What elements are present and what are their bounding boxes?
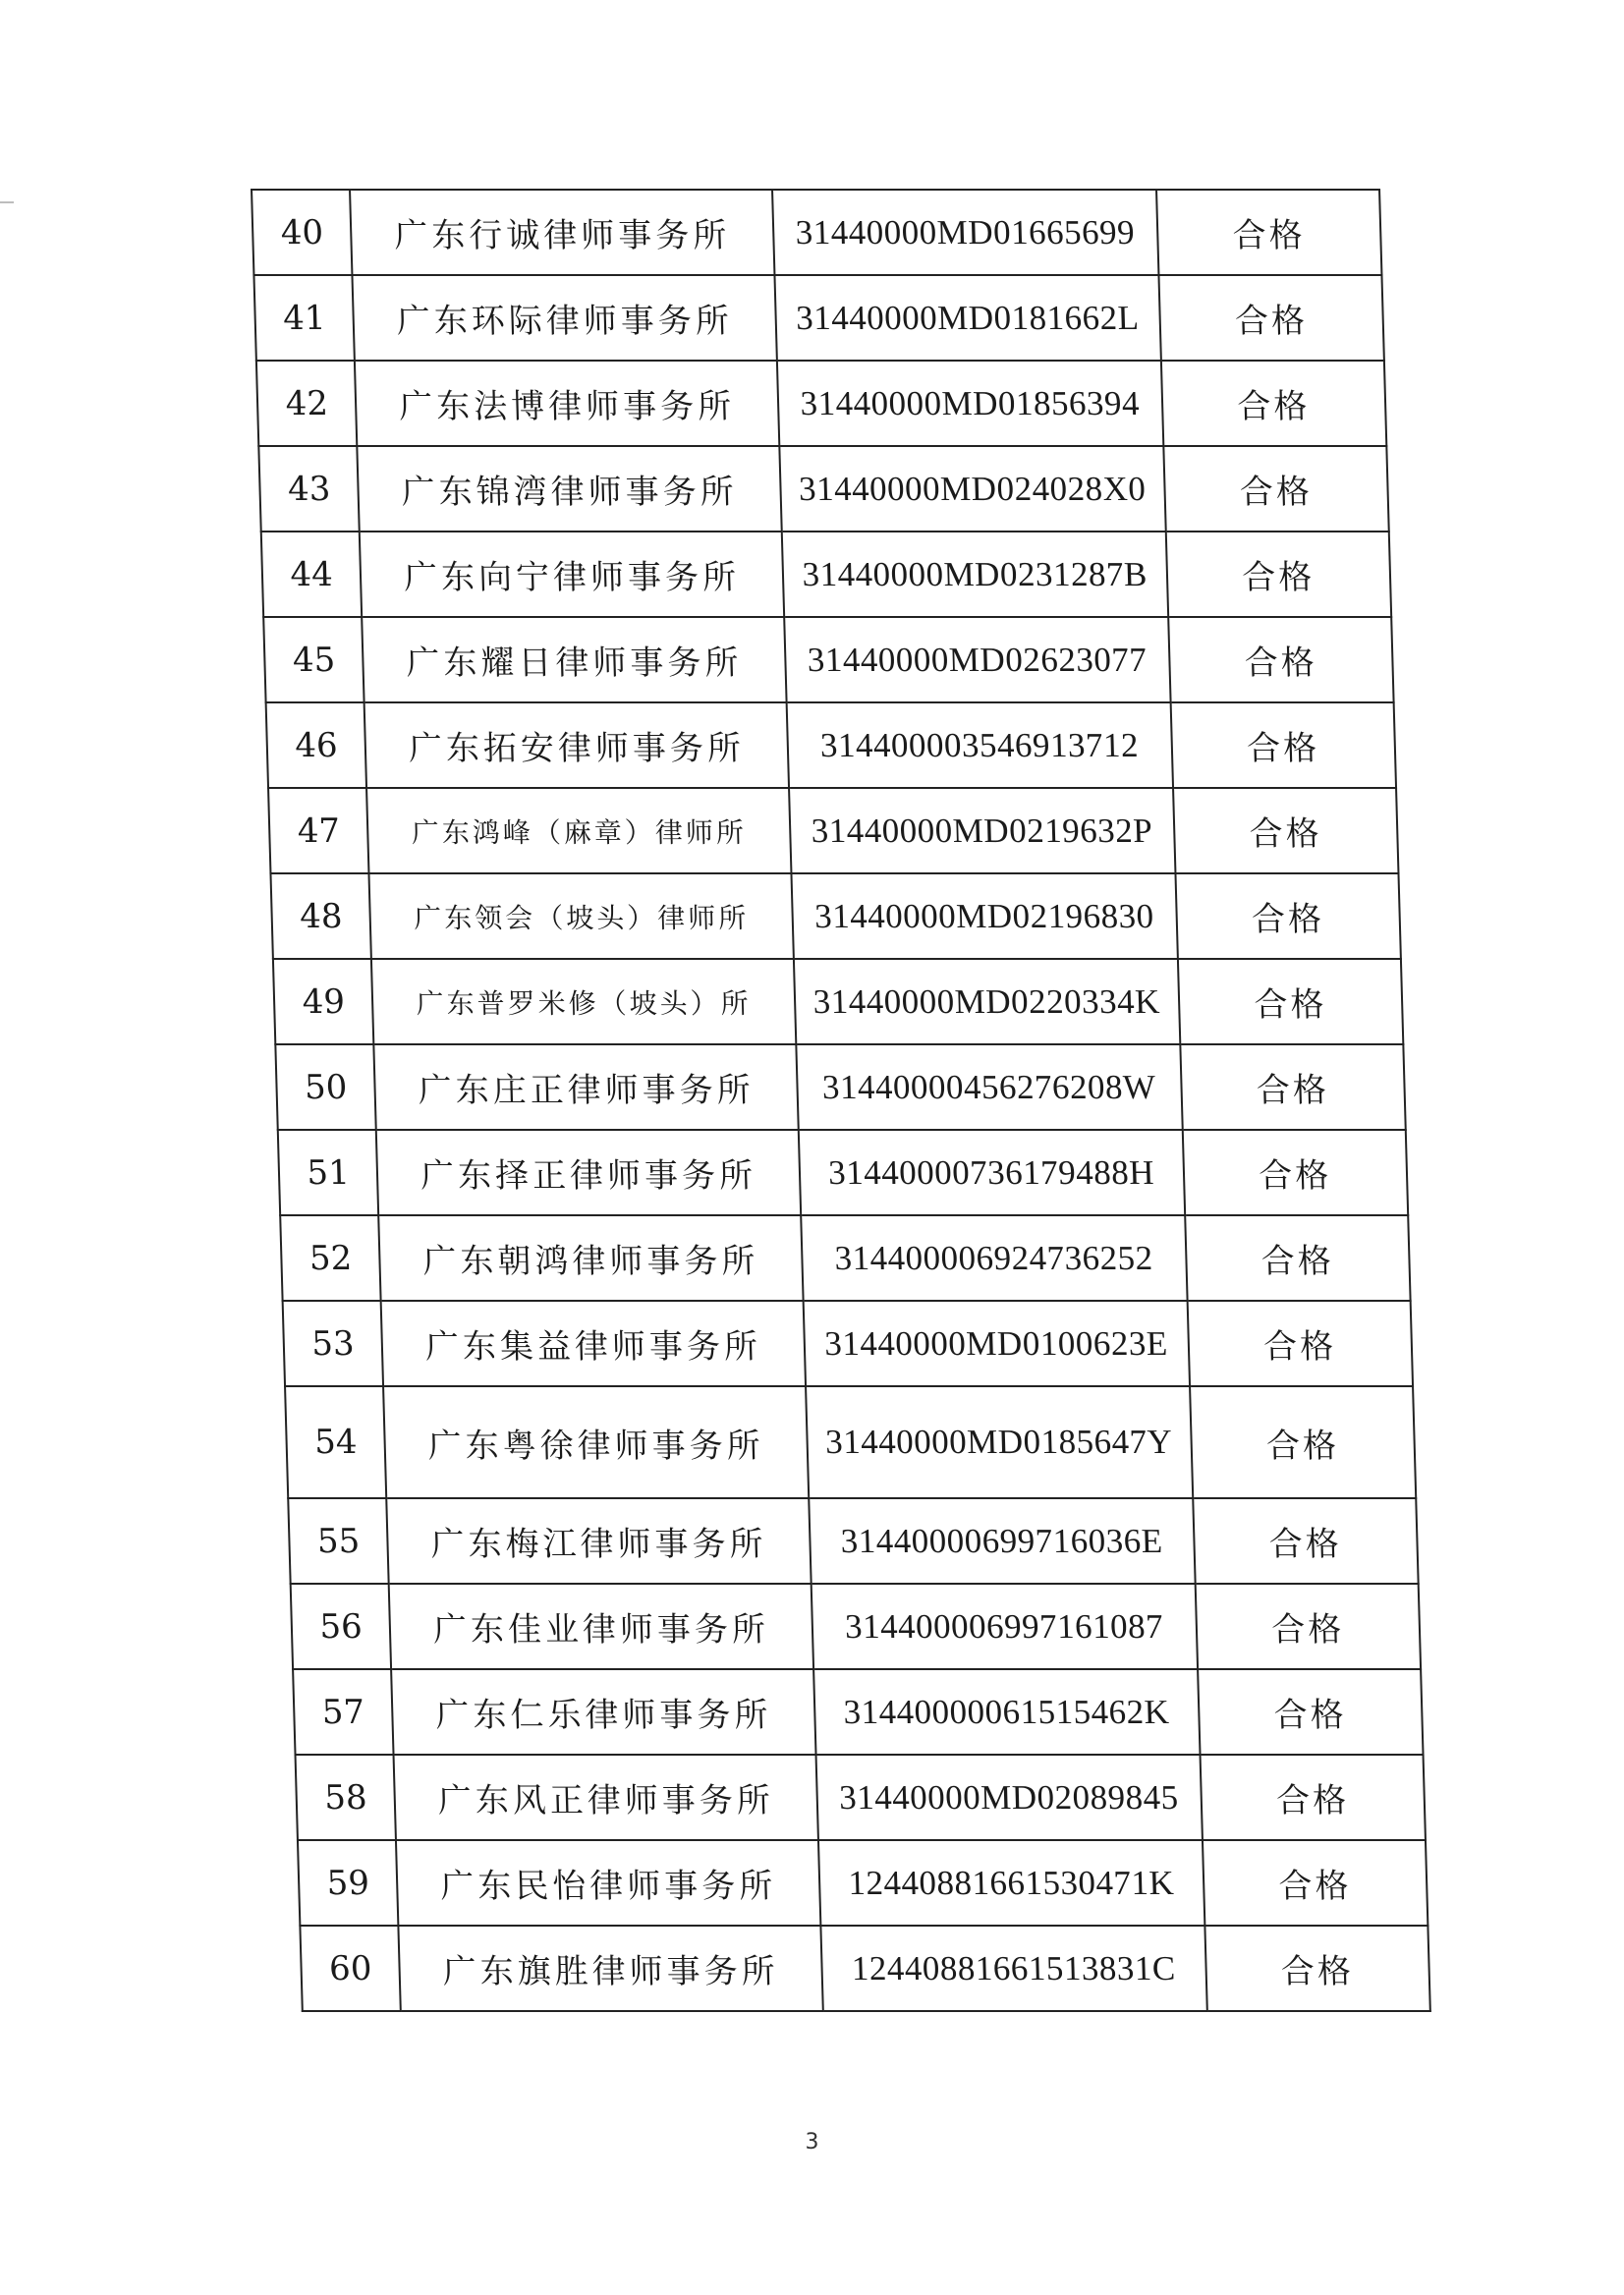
table-row	[278, 1130, 1408, 1215]
firm-name-cell: 广东庄正律师事务所	[374, 1044, 799, 1130]
row-number-cell: 51	[278, 1130, 379, 1215]
credit-code-cell: 314400006997161087	[811, 1584, 1197, 1669]
law-firm-roster-table	[251, 189, 1431, 2012]
firm-name-cell: 广东耀日律师事务所	[362, 617, 786, 702]
assessment-result-cell: 合格	[1193, 1498, 1419, 1584]
table-row	[270, 873, 1400, 959]
credit-code-cell: 31440000699716036E	[809, 1498, 1195, 1584]
credit-code-cell: 31440000MD0219632P	[789, 788, 1175, 873]
assessment-result-cell: 合格	[1200, 1755, 1426, 1840]
table-row	[296, 1755, 1426, 1840]
row-number-cell: 50	[275, 1044, 376, 1130]
page-number: 3	[805, 2130, 819, 2155]
credit-code-cell: 31440000MD0181662L	[774, 275, 1160, 361]
credit-code-cell: 31440000MD01665699	[772, 190, 1158, 275]
assessment-result-cell: 合格	[1182, 1130, 1408, 1215]
row-number-cell: 53	[283, 1301, 384, 1386]
table-row	[280, 1215, 1410, 1301]
table-row	[253, 275, 1383, 361]
row-number-cell: 57	[293, 1669, 394, 1755]
table-row	[283, 1301, 1413, 1386]
assessment-result-cell: 合格	[1195, 1584, 1421, 1669]
roster-table-body	[252, 190, 1430, 2011]
firm-name-cell: 广东普罗米修（坡头）所	[371, 959, 796, 1044]
credit-code-cell: 31440000MD02623077	[784, 617, 1170, 702]
firm-name-cell: 广东择正律师事务所	[376, 1130, 801, 1215]
table-row	[258, 446, 1388, 532]
assessment-result-cell: 合格	[1160, 361, 1386, 446]
firm-name-cell: 广东旗胜律师事务所	[399, 1926, 823, 2011]
row-number-cell: 40	[252, 190, 353, 275]
firm-name-cell: 广东向宁律师事务所	[360, 532, 784, 617]
assessment-result-cell: 合格	[1187, 1301, 1413, 1386]
credit-code-cell: 31440000736179488H	[798, 1130, 1184, 1215]
firm-name-cell: 广东领会（坡头）律师所	[369, 873, 794, 959]
table-row	[261, 532, 1391, 617]
firm-name-cell: 广东锦湾律师事务所	[358, 446, 782, 532]
table-row	[291, 1584, 1421, 1669]
table-row	[300, 1926, 1429, 2011]
firm-name-cell: 广东集益律师事务所	[381, 1301, 806, 1386]
assessment-result-cell: 合格	[1156, 190, 1382, 275]
credit-code-cell: 31440000MD024028X0	[779, 446, 1165, 532]
assessment-result-cell: 合格	[1180, 1044, 1406, 1130]
scan-edge-mark	[0, 201, 14, 203]
firm-name-cell: 广东风正律师事务所	[394, 1755, 818, 1840]
firm-name-cell: 广东拓安律师事务所	[364, 702, 789, 788]
credit-code-cell: 31440000MD0100623E	[803, 1301, 1189, 1386]
table-row	[285, 1386, 1416, 1498]
assessment-result-cell: 合格	[1158, 275, 1384, 361]
row-number-cell: 56	[291, 1584, 392, 1669]
assessment-result-cell: 合格	[1175, 873, 1401, 959]
assessment-result-cell: 合格	[1185, 1215, 1411, 1301]
credit-code-cell: 12440881661530471K	[818, 1840, 1204, 1926]
row-number-cell: 60	[300, 1926, 401, 2011]
table-row	[266, 702, 1396, 788]
assessment-result-cell: 合格	[1204, 1926, 1430, 2011]
firm-name-cell: 广东民怡律师事务所	[396, 1840, 820, 1926]
credit-code-cell: 31440000MD02089845	[815, 1755, 1202, 1840]
table-row	[298, 1840, 1428, 1926]
row-number-cell: 58	[296, 1755, 397, 1840]
firm-name-cell: 广东粤徐律师事务所	[383, 1386, 809, 1498]
assessment-result-cell: 合格	[1168, 617, 1394, 702]
credit-code-cell: 31440000MD0185647Y	[806, 1386, 1193, 1498]
row-number-cell: 59	[298, 1840, 399, 1926]
credit-code-cell: 31440000061515462K	[813, 1669, 1200, 1755]
row-number-cell: 52	[280, 1215, 381, 1301]
table-row	[268, 788, 1398, 873]
assessment-result-cell: 合格	[1173, 788, 1399, 873]
assessment-result-cell: 合格	[1170, 702, 1396, 788]
table-row	[252, 190, 1381, 275]
credit-code-cell: 31440000456276208W	[796, 1044, 1182, 1130]
credit-code-cell: 31440000MD02196830	[791, 873, 1177, 959]
row-number-cell: 44	[261, 532, 363, 617]
firm-name-cell: 广东环际律师事务所	[353, 275, 777, 361]
table-row	[256, 361, 1386, 446]
assessment-result-cell: 合格	[1190, 1386, 1417, 1498]
credit-code-cell: 31440000MD01856394	[777, 361, 1163, 446]
row-number-cell: 45	[263, 617, 364, 702]
table-row	[263, 617, 1393, 702]
credit-code-cell: 12440881661513831C	[820, 1926, 1206, 2011]
table-row	[275, 1044, 1405, 1130]
firm-name-cell: 广东仁乐律师事务所	[391, 1669, 815, 1755]
assessment-result-cell: 合格	[1178, 959, 1404, 1044]
table-row	[293, 1669, 1423, 1755]
assessment-result-cell: 合格	[1163, 446, 1389, 532]
row-number-cell: 48	[270, 873, 371, 959]
row-number-cell: 49	[273, 959, 374, 1044]
credit-code-cell: 314400006924736252	[801, 1215, 1187, 1301]
credit-code-cell: 31440000MD0220334K	[794, 959, 1180, 1044]
assessment-result-cell: 合格	[1198, 1669, 1424, 1755]
credit-code-cell: 31440000MD0231287B	[781, 532, 1167, 617]
table-row	[273, 959, 1403, 1044]
assessment-result-cell: 合格	[1165, 532, 1391, 617]
row-number-cell: 43	[258, 446, 360, 532]
row-number-cell: 46	[266, 702, 367, 788]
row-number-cell: 41	[253, 275, 355, 361]
firm-name-cell: 广东梅江律师事务所	[387, 1498, 812, 1584]
credit-code-cell: 314400003546913712	[786, 702, 1172, 788]
firm-name-cell: 广东佳业律师事务所	[389, 1584, 813, 1669]
row-number-cell: 55	[288, 1498, 389, 1584]
row-number-cell: 47	[268, 788, 369, 873]
firm-name-cell: 广东鸿峰（麻章）律师所	[366, 788, 791, 873]
table-row	[288, 1498, 1418, 1584]
firm-name-cell: 广东朝鸿律师事务所	[379, 1215, 804, 1301]
firm-name-cell: 广东行诚律师事务所	[350, 190, 774, 275]
assessment-result-cell: 合格	[1203, 1840, 1428, 1926]
row-number-cell: 42	[256, 361, 358, 446]
firm-name-cell: 广东法博律师事务所	[355, 361, 779, 446]
row-number-cell: 54	[285, 1386, 386, 1498]
